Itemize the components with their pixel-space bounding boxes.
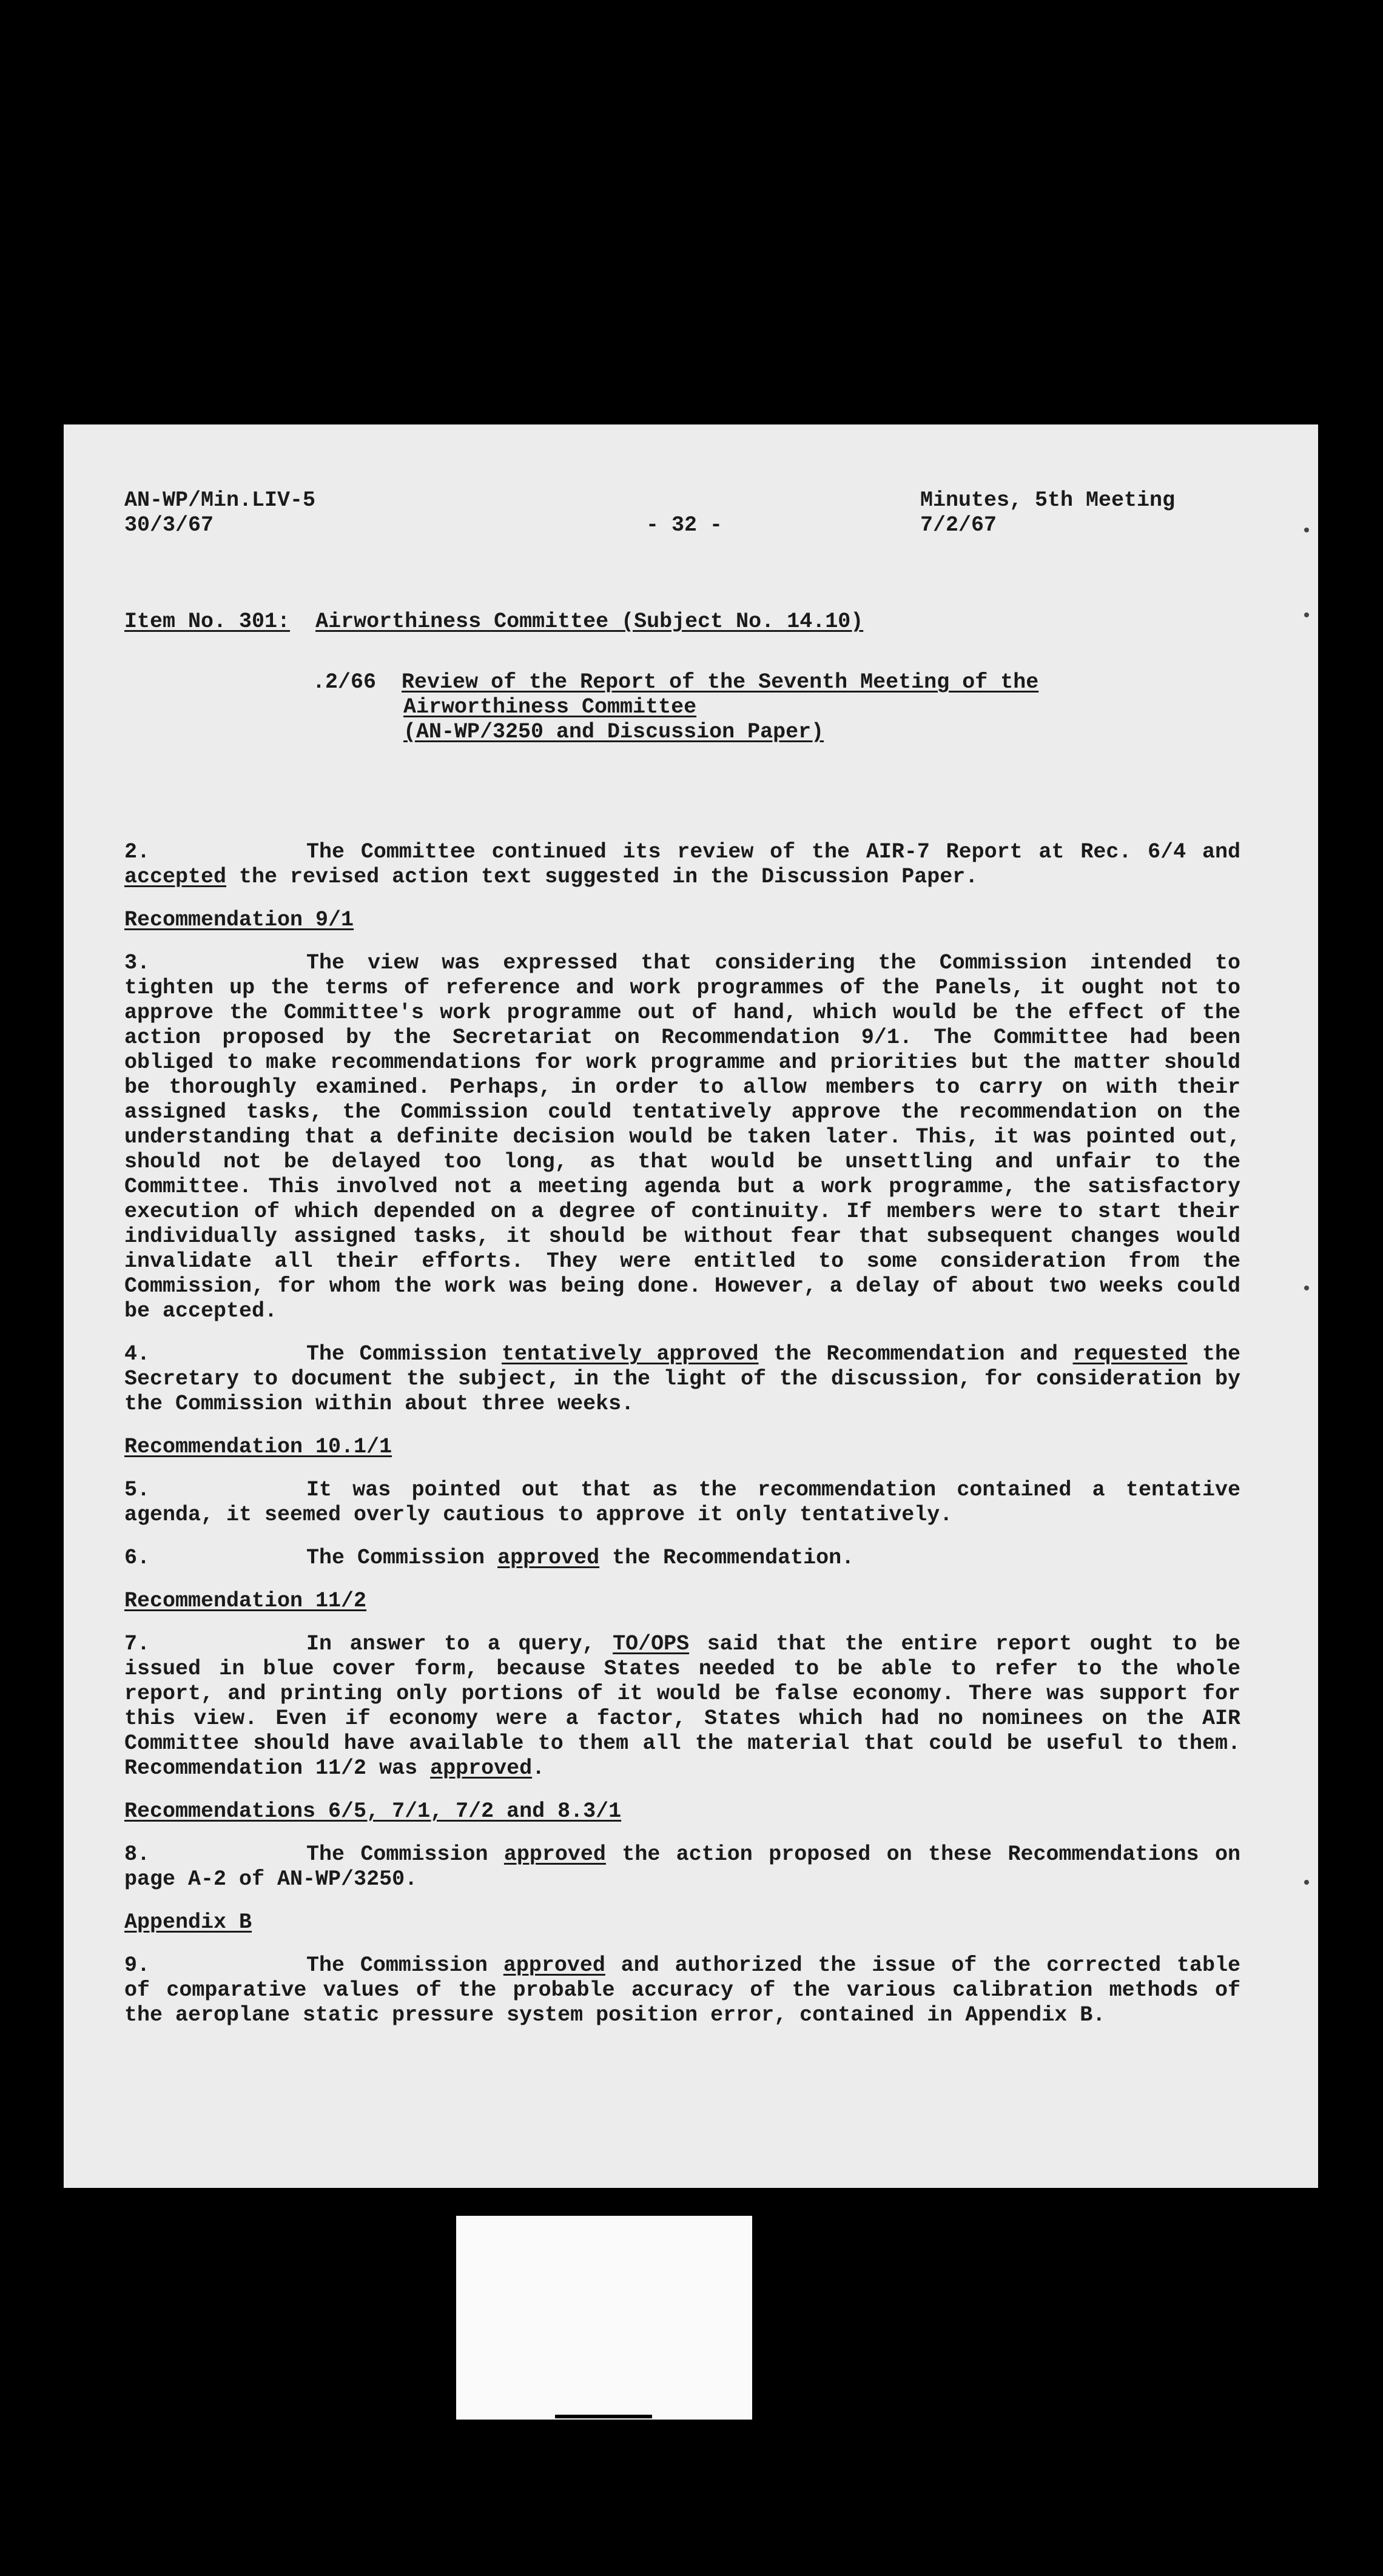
- doc-ref: AN-WP/Min.LIV-5: [124, 488, 316, 512]
- paragraph-3: 3. The view was expressed that considering the Commission intended to tighten up the terms of reference and work programmes of the Panels, it ought not to approve the Committee's work programme out of hand, which would be the effect of the action proposed by the Secretariat on Recommendation 9/1. The Committee had been obliged to make recommendations for work programme and priorities but the matter should be thoroughly examined. Perhaps, in order to allow members to carry on with their assigned tasks, the Commission could tentatively approve the recommendation on the understanding that a definite decision would be taken later. This, it was pointed out, should not be delayed too long, as that would be unsettling and unfair to the Committee. This involved not a meeting agenda but a work programme, the satisfactory execution of which depended on a degree of continuity. If members were to start their individually assigned tasks, it should be without fear that subsequent changes would invalidate all their efforts. They were entitled to some consideration from the Commission, for whom the work was being done. However, a delay of about two weeks could be accepted.: [124, 951, 1240, 1323]
- subitem-title-1: Review of the Report of the Seventh Meeting of the: [402, 670, 1039, 694]
- paragraph-4: 4. The Commission tentatively approved the Recommendation and requested the Secretary to document the subject, in the light of the discussion, for consideration by the Commission within about three weeks.: [124, 1342, 1240, 1416]
- paragraph-7: 7. In answer to a query, TO/OPS said that the entire report ought to be issued in blue cover form, because States needed to be able to refer to the whole report, and printing only portions of it would be false economy. There was support for this view. Even if economy were a factor, States which had no nominees on the AIR Committee should have available to them all the material that could be useful to them. Recommendation 11/2 was approved.: [124, 1632, 1240, 1780]
- binding-hole: [1304, 1880, 1309, 1885]
- paragraph-2: 2. The Committee continued its review of the AIR-7 Report at Rec. 6/4 and accepted the revised action text suggested in the Discussion Paper.: [124, 840, 1240, 889]
- item-label: Item No. 301:: [124, 609, 291, 634]
- header-right: [920, 488, 1175, 538]
- meeting-title: Minutes, 5th Meeting: [920, 488, 1176, 512]
- section-heading: Recommendation 11/2: [124, 1589, 367, 1613]
- paragraph-5: 5. It was pointed out that as the recommendation contained a tentative agenda, it seemed overly cautious to approve it only tentatively.: [124, 1478, 1240, 1527]
- binding-hole: [1304, 1286, 1309, 1290]
- header-left: [124, 488, 315, 538]
- film-label-card: [456, 2216, 752, 2420]
- binding-hole: [1304, 612, 1309, 617]
- subitem-title-2: Airworthiness Committee: [403, 695, 697, 719]
- paragraph-8: 8. The Commission approved the action proposed on these Recommendations on page A-2 of AN-WP/3250.: [124, 1842, 1240, 1891]
- section-heading: Appendix B: [124, 1910, 252, 1934]
- doc-date: 30/3/67: [124, 513, 214, 537]
- film-marker: [555, 2415, 652, 2418]
- section-heading: Recommendations 6/5, 7/1, 7/2 and 8.3/1: [124, 1799, 622, 1823]
- section-heading: Recommendation 9/1: [124, 908, 354, 932]
- document-page: [64, 424, 1318, 2188]
- binding-hole: [1304, 528, 1309, 532]
- item-title: Airworthiness Committee (Subject No. 14.10): [315, 609, 864, 634]
- paragraph-9: 9. The Commission approved and authorized the issue of the corrected table of comparative values of the probable accuracy of the various calibration methods of the aeroplane static pressure system position error, contained in Appendix B.: [124, 1953, 1240, 2027]
- section-heading: Recommendation 10.1/1: [124, 1435, 392, 1459]
- page-number: - 32 -: [646, 513, 723, 537]
- meeting-date: 7/2/67: [920, 513, 997, 537]
- subitem-title-3: (AN-WP/3250 and Discussion Paper): [403, 720, 824, 744]
- item-heading: [124, 609, 863, 634]
- subitem-heading: [312, 670, 1101, 745]
- subitem-number: .2/66: [312, 670, 377, 694]
- paragraph-6: 6. The Commission approved the Recommendation.: [124, 1546, 855, 1570]
- body-text: [124, 840, 1240, 2046]
